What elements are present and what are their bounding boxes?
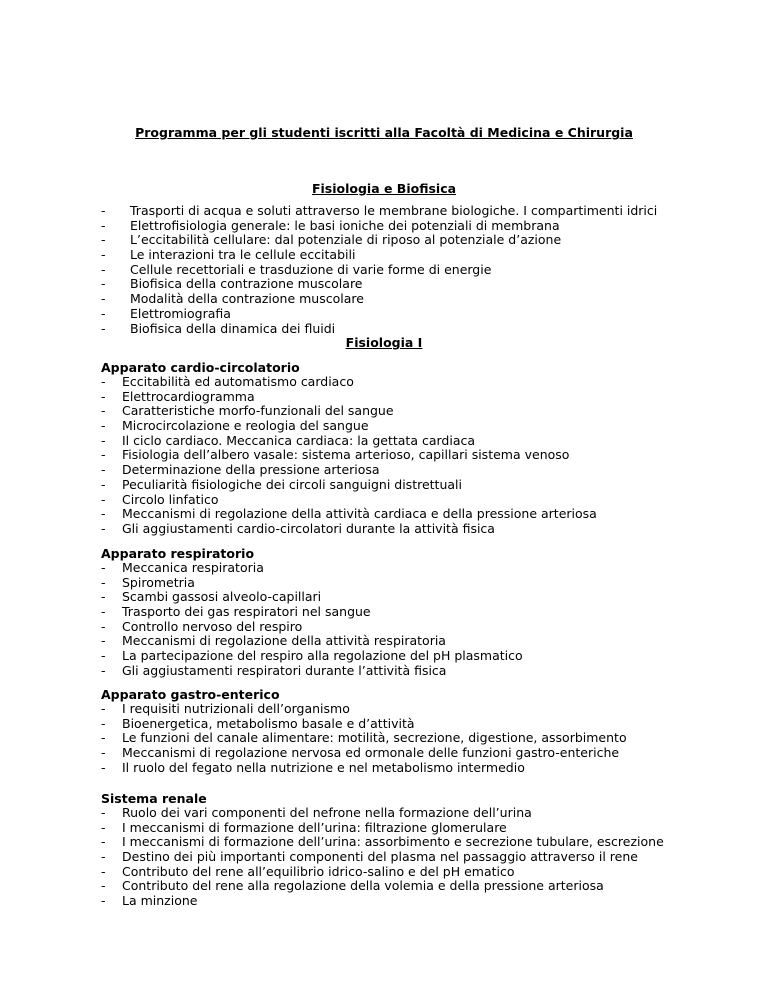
list-gastro-enterico [101, 701, 627, 775]
list-item: - Spirometria [101, 574, 195, 590]
list-item: - Meccanica respiratoria [101, 560, 264, 575]
list-item: - Contributo del rene alla regolazione della volemia e della pressione arteriosa [101, 878, 604, 894]
list-item: - Biofisica della dinamica dei fluidi [101, 320, 336, 336]
section-title-fisiologia-e-biofisica: Fisiologia e Biofisica [311, 181, 457, 196]
list-item: - Scambi gassosi alveolo-capillari [101, 589, 322, 605]
list-item: - Contributo del rene all’equilibrio idrico-salino e del pH ematico [101, 863, 515, 879]
section-title-fisiologia-i: Fisiologia I [345, 335, 423, 350]
list-item: - Elettromiografia [101, 305, 231, 321]
group-heading-renale: Sistema renale [101, 791, 207, 806]
list-item: - Meccanismi di regolazione della attività respiratoria [101, 633, 446, 649]
group-heading-gastro-enterico: Apparato gastro-enterico [101, 687, 280, 702]
list-item: - Controllo nervoso del respiro [101, 618, 303, 634]
group-heading-respiratorio: Apparato respiratorio [101, 546, 255, 561]
list-renale [101, 805, 664, 909]
list-item: - Il ciclo cardiaco. Meccanica cardiaca: la gettata cardiaca [101, 432, 476, 448]
list-item: - Determinazione della pressione arteriosa [101, 462, 380, 478]
list-item: - Fisiologia dell’albero vasale: sistema arterioso, capillari sistema venoso [101, 447, 570, 463]
list-item: - L’eccitabilità cellulare: dal potenziale di riposo al potenziale d’azione [101, 232, 562, 248]
list-item: - Biofisica della contrazione muscolare [101, 276, 363, 292]
list-item: - Meccanismi di regolazione nervosa ed ormonale delle funzioni gastro-enteriche [101, 745, 620, 761]
list-item: - Microcircolazione e reologia del sangue [101, 418, 369, 434]
list-item: - Trasporto dei gas respiratori nel sangue [101, 604, 371, 620]
main-title: Programma per gli studenti iscritti alla Facoltà di Medicina e Chirurgia [135, 125, 633, 140]
list-item: - I meccanismi di formazione dell’urina: filtrazione glomerulare [101, 819, 507, 835]
list-item: - Peculiarità fisiologiche dei circoli sanguigni distrettuali [101, 476, 462, 492]
list-item: - La partecipazione del respiro alla regolazione del pH plasmatico [101, 648, 523, 664]
list-item: - Circolo linfatico [101, 491, 219, 507]
list-item: - Caratteristiche morfo-funzionali del sangue [101, 403, 394, 419]
list-item: - Le interazioni tra le cellule eccitabili [101, 247, 356, 263]
list-fisiologia-e-biofisica [101, 203, 658, 336]
list-item: - Gli aggiustamenti respiratori durante l’attività fisica [101, 662, 447, 678]
list-item: - Cellule recettoriali e trasduzione di varie forme di energie [101, 261, 492, 277]
list-item: - Elettrofisiologia generale: le basi ioniche dei potenziali di membrana [101, 217, 560, 233]
list-item: - Le funzioni del canale alimentare: motilità, secrezione, digestione, assorbimento [101, 730, 627, 746]
list-item: - Meccanismi di regolazione della attività cardiaca e della pressione arteriosa [101, 506, 597, 522]
list-item: - Gli aggiustamenti cardio-circolatori durante la attività fisica [101, 520, 495, 536]
list-item: - Il ruolo del fegato nella nutrizione e nel metabolismo intermedio [101, 759, 525, 775]
list-item: - Trasporti di acqua e soluti attraverso le membrane biologiche. I compartimenti idrici [101, 203, 658, 218]
list-item: - I meccanismi di formazione dell’urina: assorbimento e secrezione tubulare, escrezione [101, 834, 664, 850]
list-item: - I requisiti nutrizionali dell’organismo [101, 701, 350, 716]
list-item: - La minzione [101, 893, 198, 909]
list-item: - Eccitabilità ed automatismo cardiaco [101, 374, 354, 389]
list-item: - Modalità della contrazione muscolare [101, 291, 364, 307]
group-heading-cardio-circolatorio: Apparato cardio-circolatorio [101, 360, 300, 375]
list-item: - Bioenergetica, metabolismo basale e d’attività [101, 715, 415, 731]
list-item: - Elettrocardiogramma [101, 388, 255, 404]
list-item: - Ruolo dei vari componenti del nefrone nella formazione dell’urina [101, 805, 532, 820]
list-respiratorio [101, 560, 523, 679]
list-item: - Destino dei più importanti componenti del plasma nel passaggio attraverso il rene [101, 849, 638, 865]
list-cardio-circolatorio [101, 374, 597, 537]
